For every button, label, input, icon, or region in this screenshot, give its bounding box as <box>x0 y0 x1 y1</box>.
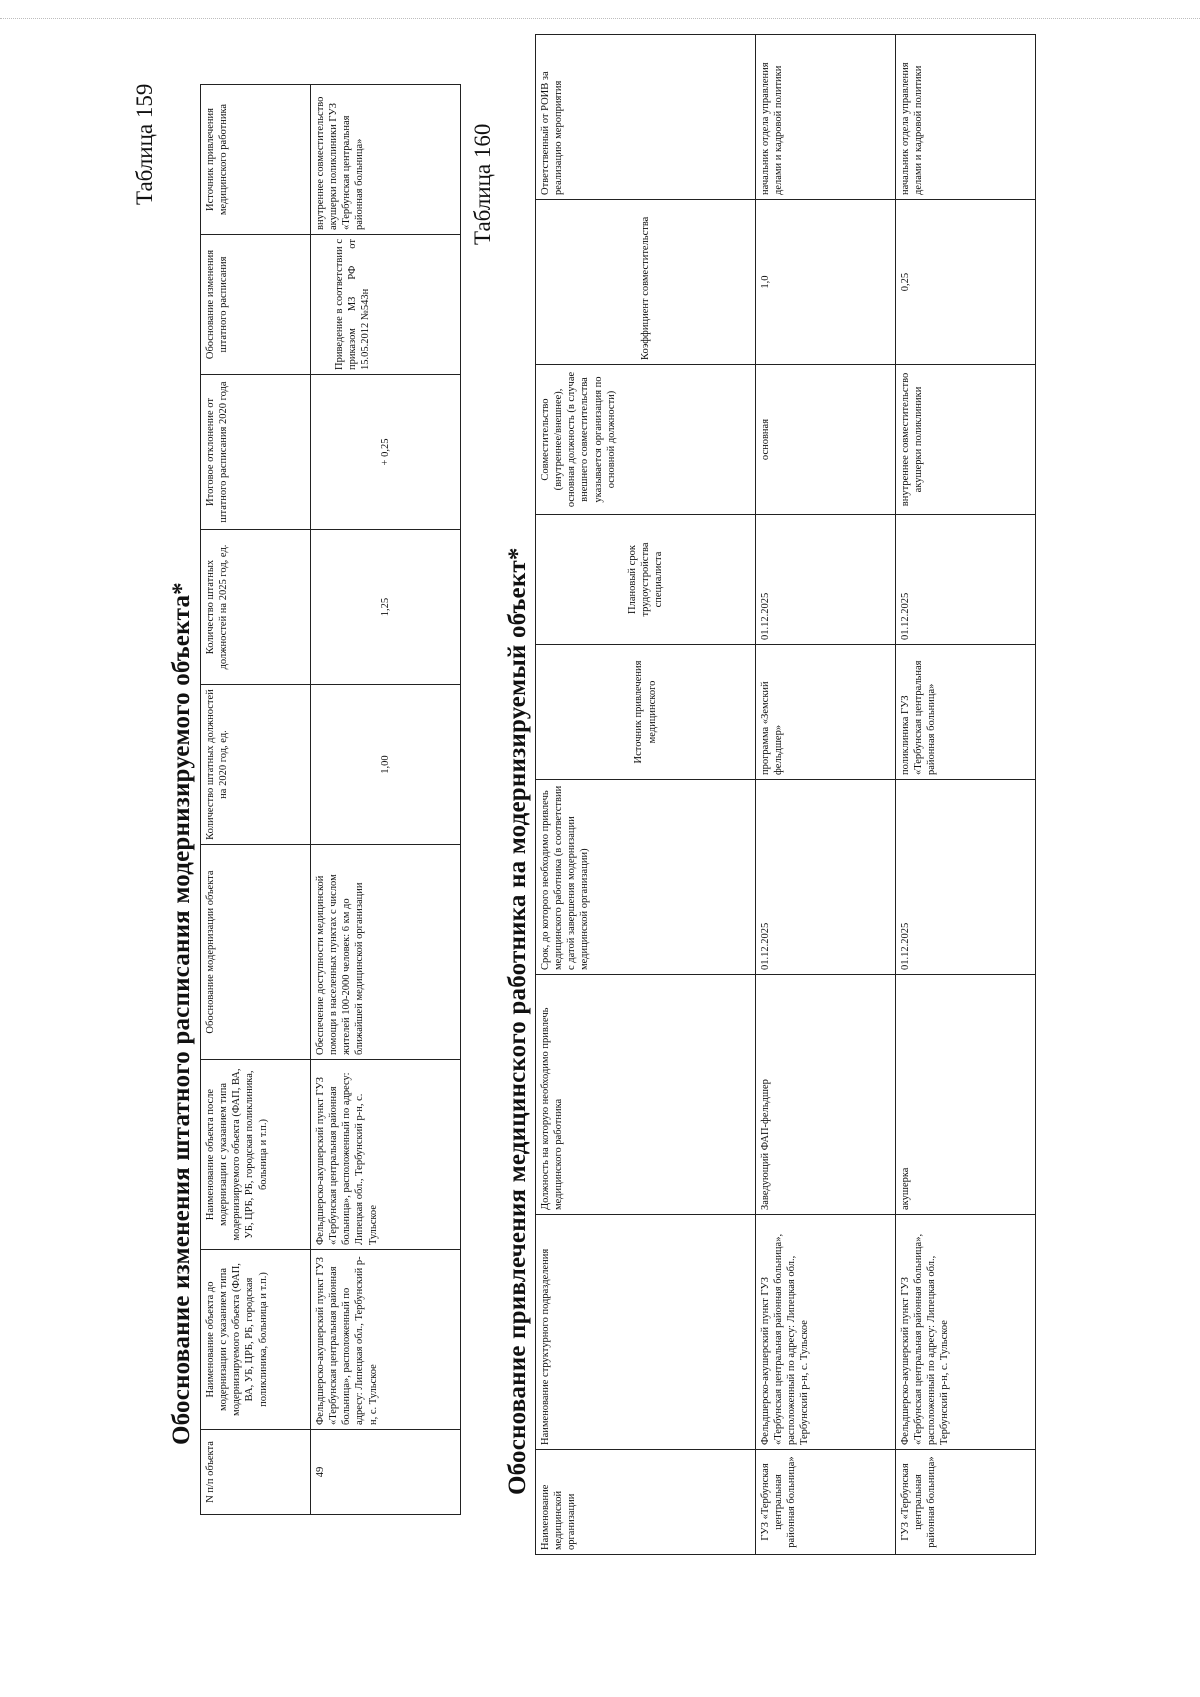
table-cell: внутреннее совместительство акушерки поликлиники <box>896 365 1036 515</box>
header-cell: Наименование объекта до модернизации с указанием типа модернизируемого объекта (ФАП, ВА, УБ, ЦРБ, РБ, городская поликлиника, больница и т.п.) <box>201 1250 311 1430</box>
table-cell: Фельдшерско-акушерский пункт ГУЗ «Тербунская центральная районная больница», расположенный по адресу: Липецкая обл., Тербунский р-н, с. Тульское <box>756 1215 896 1450</box>
table-cell: 1,0 <box>756 200 896 365</box>
table-cell: начальник отдела управления делами и кадровой политики <box>896 35 1036 200</box>
table-cell: Заведующий ФАП-фельдшер <box>756 975 896 1215</box>
table-cell: 01.12.2025 <box>896 515 1036 645</box>
table-cell: 0,25 <box>896 200 1036 365</box>
table-160-header-row <box>536 35 756 1555</box>
header-cell: N п/п объекта <box>201 1430 311 1515</box>
table-cell: + 0,25 <box>311 375 461 530</box>
table-cell: Фельдшерско-акушерский пункт ГУЗ «Тербунская центральная районная больница», расположенный по адресу: Липецкая обл., Тербунский р-н, с. Тульское <box>896 1215 1036 1450</box>
header-cell: Ответственный от РОИВ за реализацию мероприятия <box>536 35 756 200</box>
header-cell: Итоговое отклонение от штатного расписания 2020 года <box>201 375 311 530</box>
header-cell: Обоснование изменения штатного расписания <box>201 235 311 375</box>
table-cell: начальник отдела управления делами и кадровой политики <box>756 35 896 200</box>
table-cell: поликлиника ГУЗ «Тербунская центральная районная больница» <box>896 645 1036 780</box>
table-row <box>756 35 896 1555</box>
table-159-header-row <box>201 85 311 1515</box>
scan-edge-line <box>0 18 1200 19</box>
table-cell: Обеспечение доступности медицинской помощи в населенных пунктах с числом жителей 100-2000 человек: 6 км до ближайшей медицинской организации <box>311 845 461 1060</box>
header-cell: Наименование структурного подразделения <box>536 1215 756 1450</box>
rotated-landscape-sheet <box>120 62 1120 1665</box>
table-159 <box>200 84 461 1515</box>
table-cell: внутреннее совместительство акушерки поликлиники ГУЗ «Тербунская центральная районная больница» <box>311 85 461 235</box>
table-cell: Приведение в соответствии с приказом МЗ РФ от 15.05.2012 №543н <box>311 235 461 375</box>
header-cell: Обоснование модернизации объекта <box>201 845 311 1060</box>
table-160 <box>535 34 1036 1555</box>
table-cell: 1,00 <box>311 685 461 845</box>
table-cell: 01.12.2025 <box>896 780 1036 975</box>
header-cell: Должность на которую необходимо привлечь медицинского работника <box>536 975 756 1215</box>
header-cell: Источник привлечения медицинского <box>536 645 756 780</box>
table-159-title: Обоснование изменения штатного расписания модернизируемого объекта* <box>168 582 195 1445</box>
table-cell: ГУЗ «Тербунская центральная районная больница» <box>896 1450 1036 1555</box>
table-cell: программа «Земский фельдшер» <box>756 645 896 780</box>
table-cell: 01.12.2025 <box>756 515 896 645</box>
header-cell: Срок, до которого необходимо привлечь медицинского работника (в соответствии с датой завершения модернизации медицинской организации) <box>536 780 756 975</box>
table-cell: 01.12.2025 <box>756 780 896 975</box>
table-cell: 1,25 <box>311 530 461 685</box>
table-row <box>896 35 1036 1555</box>
table-cell: Фельдшерско-акушерский пункт ГУЗ «Тербунская центральная районная больница», расположенный по адресу: Липецкая обл., Тербунский р-н, с. Тульское <box>311 1250 461 1430</box>
table-cell: основная <box>756 365 896 515</box>
table-159-label: Таблица 159 <box>132 83 157 205</box>
table-cell: 49 <box>311 1430 461 1515</box>
table-cell: ГУЗ «Тербунская центральная районная больница» <box>756 1450 896 1555</box>
header-cell: Совместительство (внутреннее/внешнее), основная должность (в случае внешнего совместительства указывается организация по основной должности) <box>536 365 756 515</box>
header-cell: Наименование медицинской организации <box>536 1450 756 1555</box>
header-cell: Количество штатных должностей на 2025 год, ед. <box>201 530 311 685</box>
table-160-label: Таблица 160 <box>470 123 495 245</box>
header-cell: Количество штатных должностей на 2020 год, ед. <box>201 685 311 845</box>
table-row <box>311 85 461 1515</box>
table-160-title: Обоснование привлечения медицинского работника на модернизируемый объект* <box>504 547 531 1495</box>
header-cell: Коэффициент совместительства <box>536 200 756 365</box>
header-cell: Наименование объекта после модернизации с указанием типа модернизируемого объекта (ФАП, ВА, УБ, ЦРБ, РБ, городская поликлиника, больница и т.п.) <box>201 1060 311 1250</box>
header-cell: Плановый срок трудоустройства специалиста <box>536 515 756 645</box>
header-cell: Источник привлечения медицинского работника <box>201 85 311 235</box>
table-cell: акушерка <box>896 975 1036 1215</box>
table-cell: Фельдшерско-акушерский пункт ГУЗ «Тербунская центральная районная больница», расположенный по адресу: Липецкая обл., Тербунский р-н, с. Тульское <box>311 1060 461 1250</box>
